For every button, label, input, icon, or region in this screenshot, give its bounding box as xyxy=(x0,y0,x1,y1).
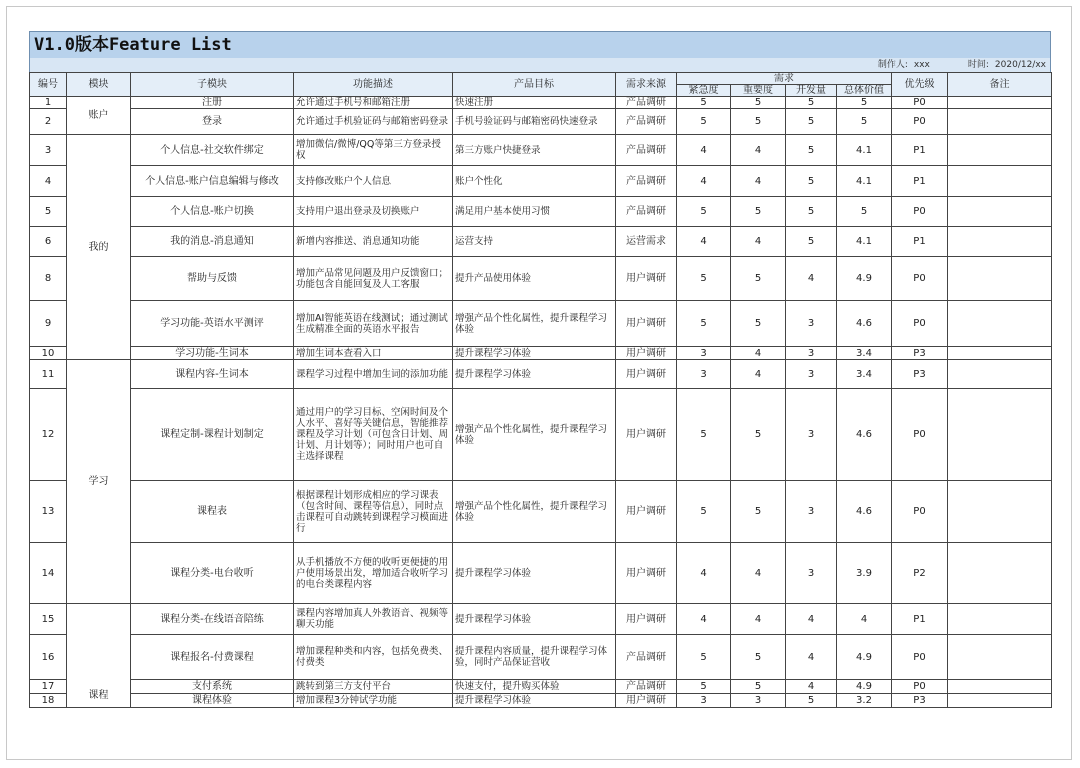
cell-desc: 增加课程3分钟试学功能 xyxy=(294,694,453,708)
cell-submodule: 个人信息-账户信息编辑与修改 xyxy=(131,166,294,197)
cell-note xyxy=(948,257,1052,301)
cell-no: 5 xyxy=(30,197,67,227)
cell-no: 1 xyxy=(30,97,67,109)
cell-source: 产品调研 xyxy=(616,135,677,166)
table-row xyxy=(30,301,1052,347)
table-row xyxy=(30,635,1052,680)
cell-note xyxy=(948,166,1052,197)
cell-note xyxy=(948,360,1052,389)
cell-priority: P1 xyxy=(892,135,948,166)
cell-value: 4.9 xyxy=(837,680,892,694)
header-importance: 重要度 xyxy=(731,85,786,97)
cell-desc: 增加课程种类和内容，包括免费类、付费类 xyxy=(294,635,453,680)
cell-value: 4 xyxy=(837,604,892,635)
cell-note xyxy=(948,481,1052,543)
cell-urgency: 5 xyxy=(677,481,731,543)
cell-importance: 5 xyxy=(731,389,786,481)
module-account: 账户 xyxy=(67,97,131,135)
cell-goal: 快速注册 xyxy=(453,97,616,109)
header-desc: 功能描述 xyxy=(294,73,453,97)
cell-urgency: 4 xyxy=(677,135,731,166)
sheet-title: V1.0版本Feature List xyxy=(29,31,1051,58)
cell-value: 4.1 xyxy=(837,135,892,166)
cell-source: 产品调研 xyxy=(616,635,677,680)
cell-dev: 4 xyxy=(786,257,837,301)
cell-value: 3.4 xyxy=(837,347,892,360)
feature-table-body xyxy=(30,97,1052,708)
cell-importance: 4 xyxy=(731,227,786,257)
cell-no: 13 xyxy=(30,481,67,543)
cell-submodule: 学习功能-生词本 xyxy=(131,347,294,360)
module-mine: 我的 xyxy=(67,135,131,360)
cell-source: 用户调研 xyxy=(616,481,677,543)
cell-urgency: 3 xyxy=(677,694,731,708)
cell-value: 4.9 xyxy=(837,635,892,680)
cell-goal: 第三方账户快捷登录 xyxy=(453,135,616,166)
cell-desc: 根据课程计划形成相应的学习课表（包含时间、课程等信息），同时点击课程可自动跳转到课程学习模面进行 xyxy=(294,481,453,543)
cell-value: 4.9 xyxy=(837,257,892,301)
cell-priority: P1 xyxy=(892,227,948,257)
cell-importance: 4 xyxy=(731,166,786,197)
cell-goal: 账户个性化 xyxy=(453,166,616,197)
module-course: 课程 xyxy=(67,604,131,708)
cell-goal: 增强产品个性化属性，提升课程学习体验 xyxy=(453,301,616,347)
cell-note xyxy=(948,135,1052,166)
cell-value: 4.6 xyxy=(837,481,892,543)
cell-dev: 3 xyxy=(786,543,837,604)
cell-urgency: 4 xyxy=(677,604,731,635)
cell-submodule: 帮助与反馈 xyxy=(131,257,294,301)
cell-dev: 3 xyxy=(786,301,837,347)
cell-submodule: 支付系统 xyxy=(131,680,294,694)
cell-urgency: 5 xyxy=(677,635,731,680)
cell-desc: 允许通过手机号和邮箱注册 xyxy=(294,97,453,109)
cell-submodule: 课程定制-课程计划制定 xyxy=(131,389,294,481)
cell-note xyxy=(948,347,1052,360)
cell-note xyxy=(948,680,1052,694)
cell-desc: 课程内容增加真人外教语音、视频等聊天功能 xyxy=(294,604,453,635)
cell-urgency: 3 xyxy=(677,360,731,389)
cell-source: 用户调研 xyxy=(616,360,677,389)
cell-no: 15 xyxy=(30,604,67,635)
header-source: 需求来源 xyxy=(616,73,677,97)
cell-dev: 3 xyxy=(786,481,837,543)
feature-table xyxy=(29,72,1052,708)
cell-no: 6 xyxy=(30,227,67,257)
cell-note xyxy=(948,694,1052,708)
cell-source: 产品调研 xyxy=(616,197,677,227)
cell-no: 17 xyxy=(30,680,67,694)
cell-priority: P0 xyxy=(892,197,948,227)
cell-value: 4.6 xyxy=(837,301,892,347)
cell-priority: P0 xyxy=(892,257,948,301)
cell-urgency: 5 xyxy=(677,257,731,301)
cell-submodule: 个人信息-社交软件绑定 xyxy=(131,135,294,166)
module-study: 学习 xyxy=(67,360,131,604)
cell-submodule: 课程报名-付费课程 xyxy=(131,635,294,680)
cell-no: 3 xyxy=(30,135,67,166)
header-no: 编号 xyxy=(30,73,67,97)
header-note: 备注 xyxy=(948,73,1052,97)
cell-desc: 通过用户的学习目标、空闲时间及个人水平、喜好等关键信息，智能推荐课程及学习计划（可包含日计划、周计划、月计划等）；同时用户也可自主选择课程 xyxy=(294,389,453,481)
cell-submodule: 课程分类-在线语音陪练 xyxy=(131,604,294,635)
cell-importance: 5 xyxy=(731,109,786,135)
table-row xyxy=(30,604,1052,635)
cell-importance: 4 xyxy=(731,360,786,389)
cell-desc: 允许通过手机验证码与邮箱密码登录 xyxy=(294,109,453,135)
cell-importance: 4 xyxy=(731,135,786,166)
header-dev: 开发量 xyxy=(786,85,837,97)
cell-no: 11 xyxy=(30,360,67,389)
header-urgency: 紧急度 xyxy=(677,85,731,97)
cell-urgency: 4 xyxy=(677,227,731,257)
cell-urgency: 5 xyxy=(677,301,731,347)
header-demand: 需求 xyxy=(677,73,892,85)
cell-goal: 快速支付，提升购买体验 xyxy=(453,680,616,694)
cell-note xyxy=(948,227,1052,257)
table-row xyxy=(30,543,1052,604)
cell-importance: 5 xyxy=(731,257,786,301)
cell-importance: 5 xyxy=(731,680,786,694)
cell-value: 5 xyxy=(837,97,892,109)
cell-dev: 5 xyxy=(786,694,837,708)
header-value: 总体价值 xyxy=(837,85,892,97)
cell-desc: 跳转到第三方支付平台 xyxy=(294,680,453,694)
cell-priority: P2 xyxy=(892,543,948,604)
cell-importance: 4 xyxy=(731,347,786,360)
cell-value: 3.4 xyxy=(837,360,892,389)
cell-goal: 提升课程学习体验 xyxy=(453,694,616,708)
cell-urgency: 4 xyxy=(677,543,731,604)
cell-value: 4.1 xyxy=(837,166,892,197)
cell-no: 16 xyxy=(30,635,67,680)
cell-value: 5 xyxy=(837,197,892,227)
cell-value: 5 xyxy=(837,109,892,135)
cell-priority: P0 xyxy=(892,97,948,109)
cell-dev: 5 xyxy=(786,227,837,257)
cell-no: 8 xyxy=(30,257,67,301)
cell-importance: 4 xyxy=(731,604,786,635)
cell-dev: 5 xyxy=(786,97,837,109)
cell-desc: 课程学习过程中增加生词的添加功能 xyxy=(294,360,453,389)
author-label: 制作人: xyxy=(877,60,908,70)
cell-goal: 提升课程内容质量，提升课程学习体验，同时产品保证营收 xyxy=(453,635,616,680)
cell-note xyxy=(948,301,1052,347)
cell-urgency: 5 xyxy=(677,97,731,109)
time-label: 时间: xyxy=(967,60,989,70)
table-row xyxy=(30,347,1052,360)
cell-note xyxy=(948,197,1052,227)
cell-urgency: 3 xyxy=(677,347,731,360)
cell-priority: P0 xyxy=(892,109,948,135)
cell-submodule: 课程分类-电台收听 xyxy=(131,543,294,604)
cell-source: 产品调研 xyxy=(616,97,677,109)
cell-urgency: 5 xyxy=(677,109,731,135)
cell-dev: 3 xyxy=(786,360,837,389)
author-value: xxx xyxy=(913,60,930,70)
cell-goal: 提升课程学习体验 xyxy=(453,347,616,360)
cell-priority: P0 xyxy=(892,301,948,347)
cell-importance: 4 xyxy=(731,543,786,604)
table-row xyxy=(30,481,1052,543)
cell-desc: 增加AI智能英语在线测试；通过测试生成精准全面的英语水平报告 xyxy=(294,301,453,347)
table-row xyxy=(30,135,1052,166)
cell-value: 4.6 xyxy=(837,389,892,481)
cell-dev: 4 xyxy=(786,680,837,694)
cell-goal: 满足用户基本使用习惯 xyxy=(453,197,616,227)
feature-list-sheet xyxy=(29,31,1051,708)
cell-dev: 5 xyxy=(786,109,837,135)
cell-priority: P0 xyxy=(892,481,948,543)
cell-submodule: 注册 xyxy=(131,97,294,109)
header-module: 模块 xyxy=(67,73,131,97)
cell-priority: P0 xyxy=(892,680,948,694)
cell-submodule: 登录 xyxy=(131,109,294,135)
cell-source: 用户调研 xyxy=(616,347,677,360)
cell-importance: 5 xyxy=(731,481,786,543)
cell-priority: P0 xyxy=(892,635,948,680)
cell-priority: P1 xyxy=(892,166,948,197)
cell-dev: 3 xyxy=(786,389,837,481)
table-row xyxy=(30,680,1052,694)
cell-urgency: 5 xyxy=(677,389,731,481)
cell-value: 4.1 xyxy=(837,227,892,257)
cell-dev: 3 xyxy=(786,347,837,360)
cell-priority: P3 xyxy=(892,360,948,389)
cell-desc: 新增内容推送、消息通知功能 xyxy=(294,227,453,257)
cell-urgency: 5 xyxy=(677,680,731,694)
cell-submodule: 课程体验 xyxy=(131,694,294,708)
cell-source: 用户调研 xyxy=(616,604,677,635)
cell-no: 2 xyxy=(30,109,67,135)
cell-dev: 5 xyxy=(786,135,837,166)
cell-goal: 提升课程学习体验 xyxy=(453,543,616,604)
cell-dev: 5 xyxy=(786,197,837,227)
header-priority: 优先级 xyxy=(892,73,948,97)
table-row xyxy=(30,97,1052,109)
table-row xyxy=(30,227,1052,257)
cell-importance: 5 xyxy=(731,197,786,227)
cell-dev: 5 xyxy=(786,166,837,197)
cell-importance: 5 xyxy=(731,301,786,347)
cell-no: 12 xyxy=(30,389,67,481)
cell-note xyxy=(948,97,1052,109)
cell-desc: 增加生词本查看入口 xyxy=(294,347,453,360)
cell-desc: 支持修改账户个人信息 xyxy=(294,166,453,197)
header-submodule: 子模块 xyxy=(131,73,294,97)
cell-no: 14 xyxy=(30,543,67,604)
cell-note xyxy=(948,389,1052,481)
cell-note xyxy=(948,543,1052,604)
cell-submodule: 学习功能-英语水平测评 xyxy=(131,301,294,347)
cell-source: 用户调研 xyxy=(616,389,677,481)
cell-priority: P0 xyxy=(892,389,948,481)
cell-source: 产品调研 xyxy=(616,109,677,135)
cell-goal: 提升课程学习体验 xyxy=(453,360,616,389)
table-row xyxy=(30,257,1052,301)
table-row xyxy=(30,694,1052,708)
meta-row xyxy=(29,58,1051,72)
cell-submodule: 课程表 xyxy=(131,481,294,543)
cell-source: 用户调研 xyxy=(616,694,677,708)
cell-goal: 手机号验证码与邮箱密码快速登录 xyxy=(453,109,616,135)
cell-importance: 5 xyxy=(731,97,786,109)
cell-goal: 增强产品个性化属性，提升课程学习体验 xyxy=(453,389,616,481)
cell-no: 18 xyxy=(30,694,67,708)
cell-source: 用户调研 xyxy=(616,543,677,604)
cell-priority: P3 xyxy=(892,694,948,708)
cell-dev: 4 xyxy=(786,604,837,635)
cell-note xyxy=(948,604,1052,635)
cell-desc: 增加微信/微博/QQ等第三方登录授权 xyxy=(294,135,453,166)
time-value: 2020/12/xx xyxy=(994,60,1046,70)
cell-goal: 提升课程学习体验 xyxy=(453,604,616,635)
cell-goal: 提升产品使用体验 xyxy=(453,257,616,301)
cell-source: 用户调研 xyxy=(616,257,677,301)
cell-dev: 4 xyxy=(786,635,837,680)
cell-desc: 从手机播放不方便的收听更便捷的用户使用场景出发，增加适合收听学习的电台类课程内容 xyxy=(294,543,453,604)
cell-note xyxy=(948,635,1052,680)
cell-urgency: 5 xyxy=(677,197,731,227)
cell-no: 10 xyxy=(30,347,67,360)
cell-urgency: 4 xyxy=(677,166,731,197)
cell-source: 用户调研 xyxy=(616,301,677,347)
cell-value: 3.9 xyxy=(837,543,892,604)
table-row xyxy=(30,197,1052,227)
table-row xyxy=(30,360,1052,389)
cell-goal: 增强产品个性化属性，提升课程学习体验 xyxy=(453,481,616,543)
cell-goal: 运营支持 xyxy=(453,227,616,257)
cell-source: 产品调研 xyxy=(616,166,677,197)
cell-desc: 支持用户退出登录及切换账户 xyxy=(294,197,453,227)
cell-submodule: 课程内容-生词本 xyxy=(131,360,294,389)
cell-no: 9 xyxy=(30,301,67,347)
cell-desc: 增加产品常见问题及用户反馈窗口；功能包含自能回复及人工客服 xyxy=(294,257,453,301)
table-row xyxy=(30,166,1052,197)
cell-note xyxy=(948,109,1052,135)
header-goal: 产品目标 xyxy=(453,73,616,97)
cell-priority: P3 xyxy=(892,347,948,360)
cell-priority: P1 xyxy=(892,604,948,635)
cell-source: 运营需求 xyxy=(616,227,677,257)
cell-importance: 5 xyxy=(731,635,786,680)
cell-value: 3.2 xyxy=(837,694,892,708)
cell-submodule: 我的消息-消息通知 xyxy=(131,227,294,257)
cell-source: 产品调研 xyxy=(616,680,677,694)
table-row xyxy=(30,109,1052,135)
table-row xyxy=(30,389,1052,481)
cell-importance: 3 xyxy=(731,694,786,708)
cell-no: 4 xyxy=(30,166,67,197)
cell-submodule: 个人信息-账户切换 xyxy=(131,197,294,227)
